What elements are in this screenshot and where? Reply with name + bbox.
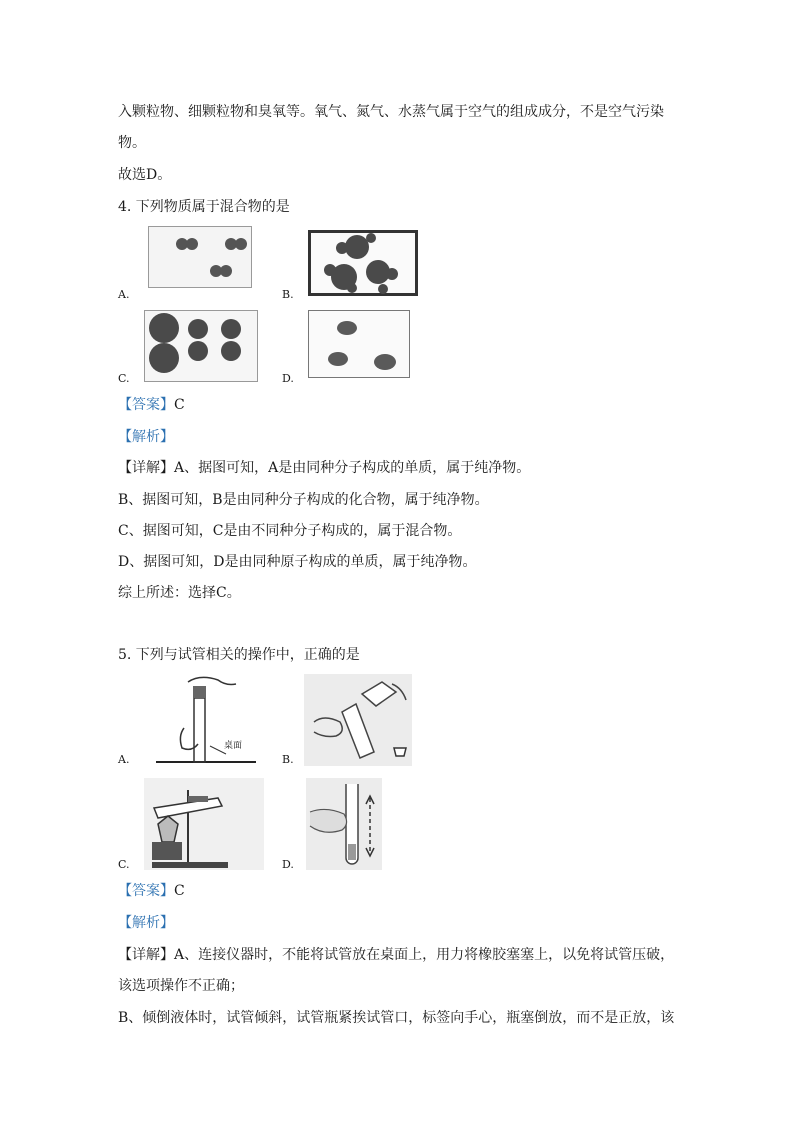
option-d-label: D. [282, 858, 294, 871]
detail-tag: 【详解】 [118, 947, 174, 963]
answer-value: C [174, 883, 185, 899]
analysis-line [118, 914, 174, 932]
table-label: 桌面 [224, 741, 243, 751]
analysis-line [118, 428, 174, 446]
option-a-label: A. [118, 288, 130, 301]
answer-line [118, 396, 185, 414]
q5-figure-a [148, 676, 258, 766]
text-line: 物。 [118, 135, 146, 151]
q5-figure-d [306, 778, 382, 870]
detail-tag: 【详解】 [118, 460, 174, 476]
question-5-stem: 5. 下列与试管相关的操作中，正确的是 [118, 647, 360, 663]
q5-figure-c [144, 778, 264, 870]
q4-figure-a [148, 226, 252, 288]
q4-figure-d [308, 310, 410, 378]
option-d-label: D. [282, 372, 294, 385]
detail-text: A、连接仪器时，不能将试管放在桌面上，用力将橡胶塞塞上，以免将试管压破， [174, 947, 675, 963]
detail-line: D、据图可知，D是由同种原子构成的单质，属于纯净物。 [118, 554, 477, 570]
analysis-tag: 【解析】 [118, 429, 174, 445]
option-c-label: C. [118, 372, 130, 385]
answer-value: C [174, 397, 185, 413]
summary-line: 综上所述：选择C。 [118, 585, 241, 601]
option-a-label: A. [118, 753, 130, 766]
text-line: 入颗粒物、细颗粒物和臭氧等。氧气、氮气、水蒸气属于空气的组成成分，不是空气污染 [118, 104, 664, 120]
answer-tag: 【答案】 [118, 397, 174, 413]
analysis-tag: 【解析】 [118, 915, 174, 931]
detail-line: B、据图可知，B是由同种分子构成的化合物，属于纯净物。 [118, 492, 489, 508]
text-line: 故选D。 [118, 167, 172, 183]
option-b-label: B. [282, 288, 294, 301]
question-4-stem: 4. 下列物质属于混合物的是 [118, 199, 290, 215]
q4-figure-c [144, 310, 258, 382]
detail-line [118, 459, 530, 477]
detail-text: A、据图可知，A是由同种分子构成的单质，属于纯净物。 [174, 460, 531, 476]
option-c-label: C. [118, 858, 130, 871]
detail-line [118, 946, 674, 964]
detail-line: B、倾倒液体时，试管倾斜，试管瓶紧挨试管口，标签向手心，瓶塞倒放，而不是正放，该 [118, 1010, 675, 1026]
q4-figure-b [308, 230, 418, 296]
detail-line: 该选项操作不正确； [118, 978, 244, 994]
detail-line: C、据图可知，C是由不同种分子构成的，属于混合物。 [118, 523, 462, 539]
option-b-label: B. [282, 753, 294, 766]
answer-line [118, 882, 185, 900]
q5-figure-b [304, 674, 412, 766]
answer-tag: 【答案】 [118, 883, 174, 899]
